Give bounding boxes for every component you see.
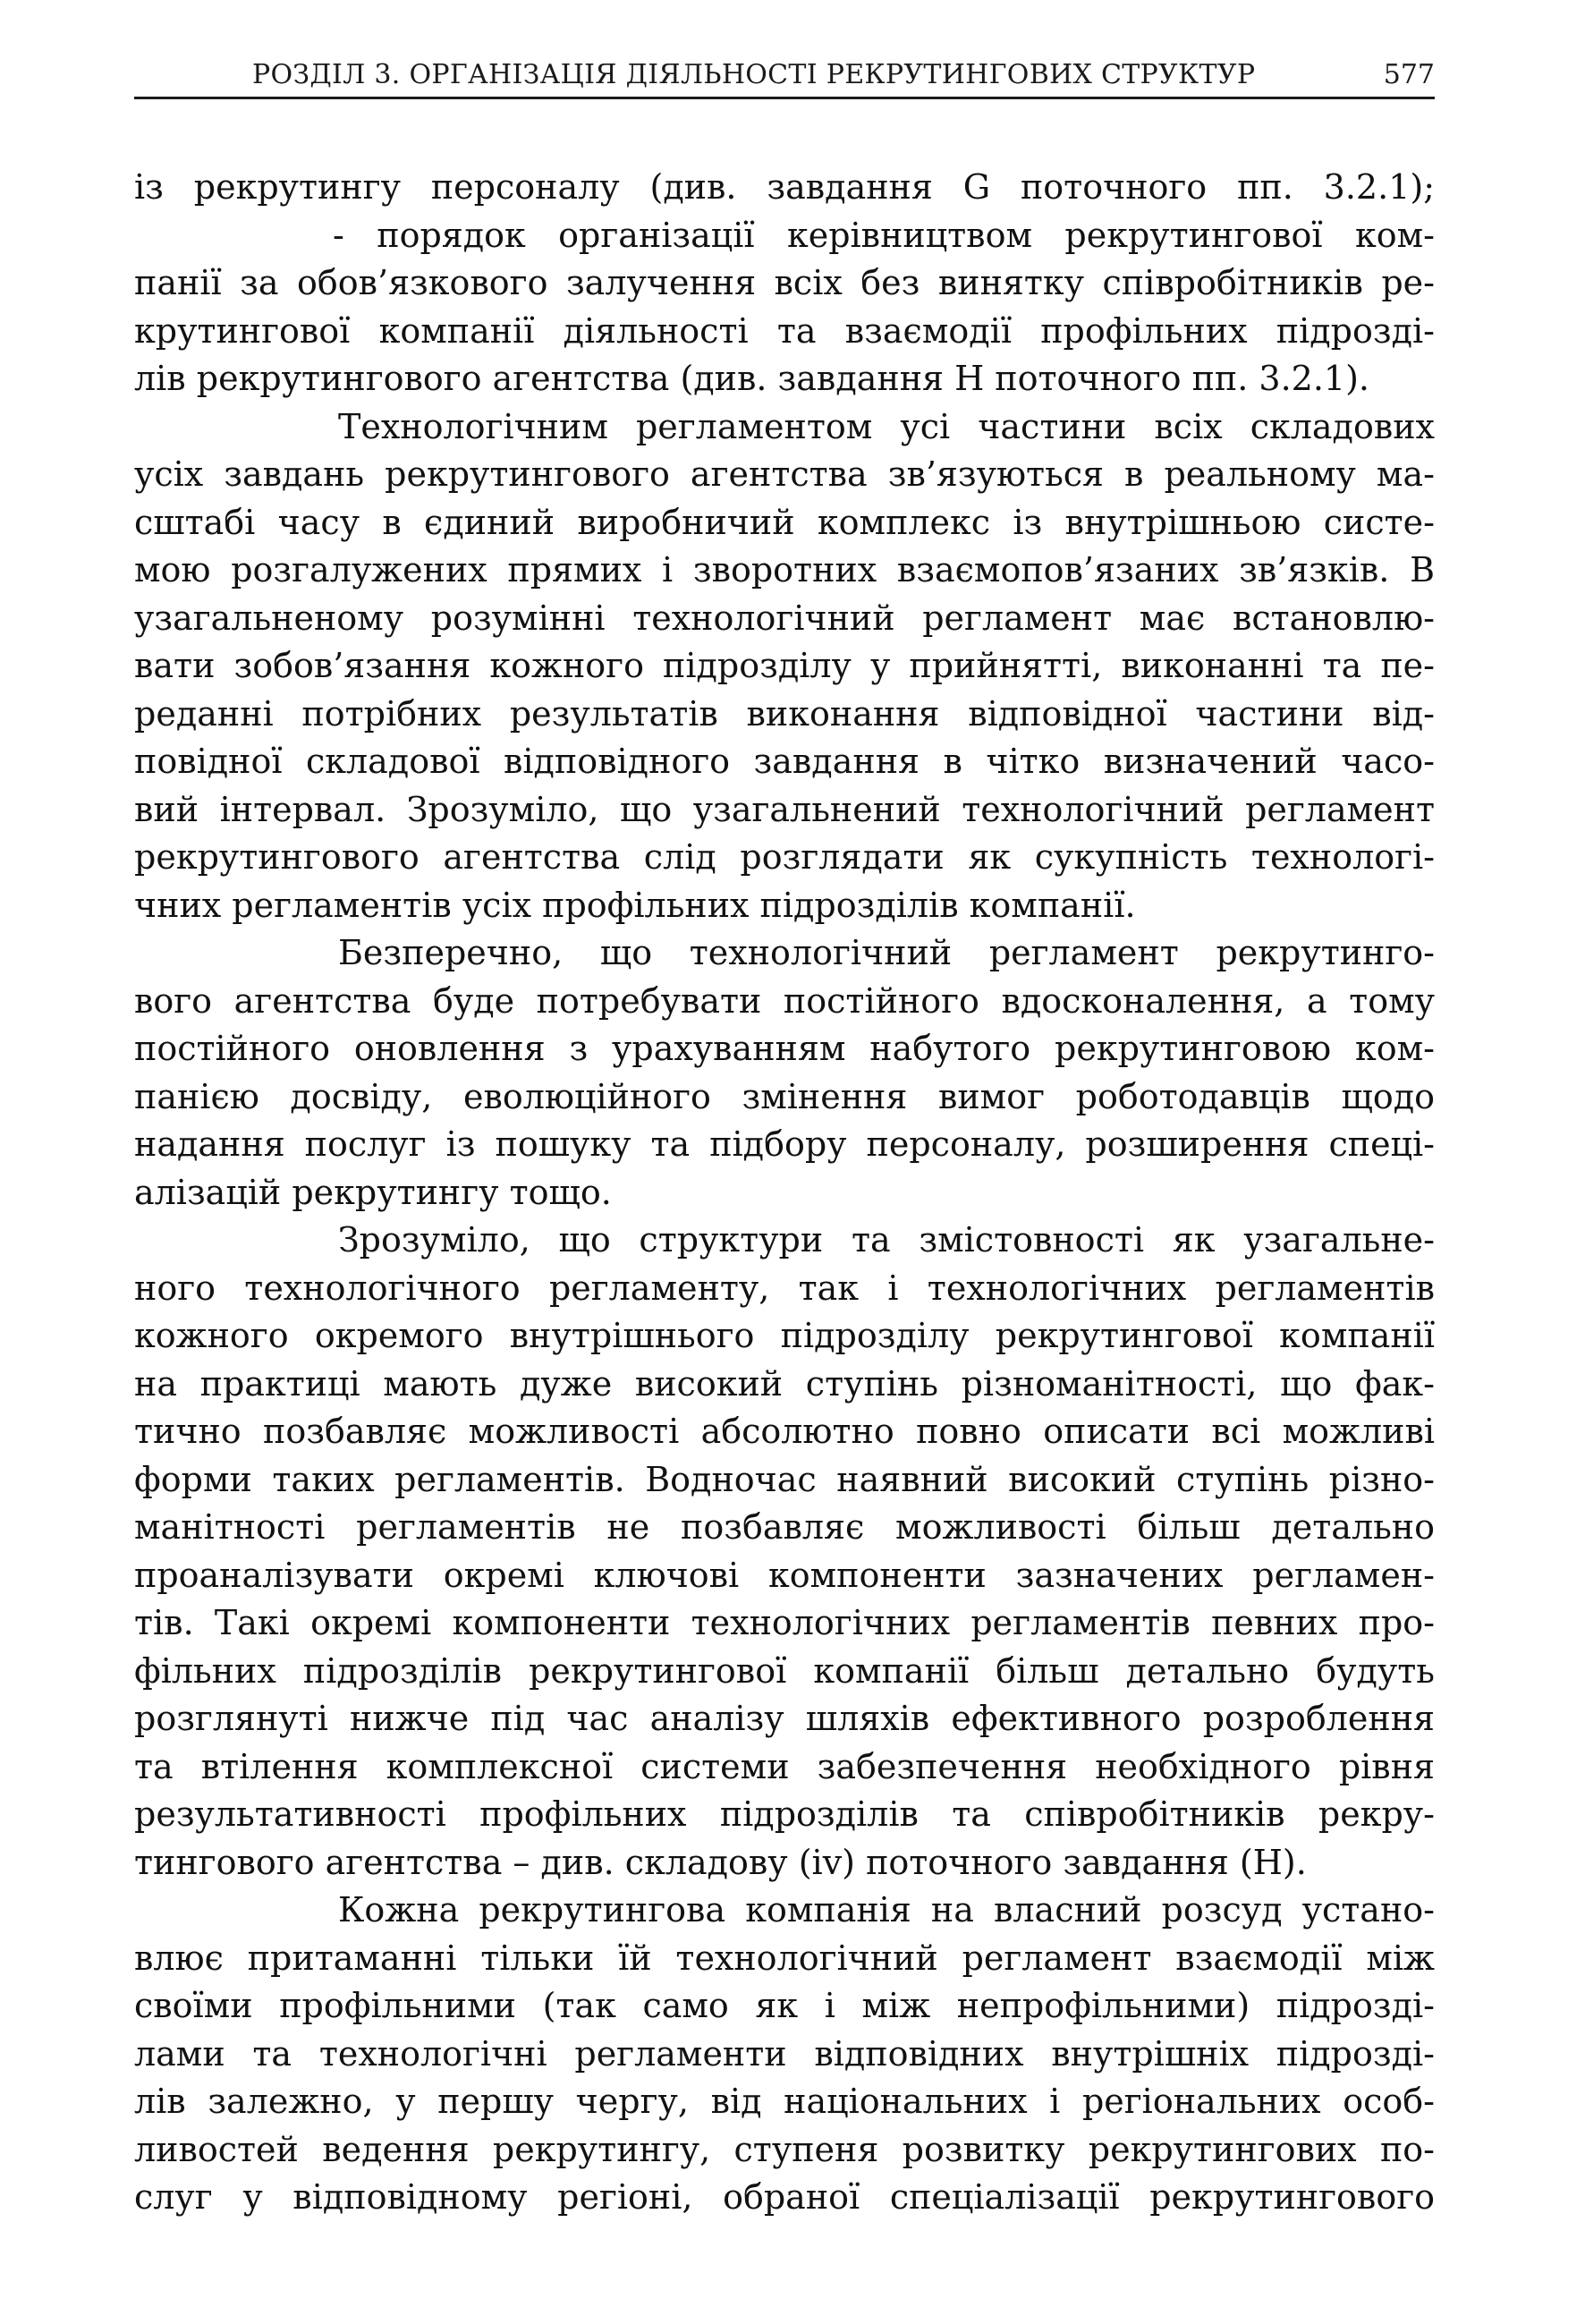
text-line: форми таких регламентів. Водночас наявний високий ступінь різно- bbox=[134, 1459, 1435, 1499]
text-line: вий інтервал. Зрозуміло, що узагальнений технологічний регламент bbox=[134, 789, 1435, 829]
text-line: усіх завдань рекрутингового агентства зв’язуються в реальному ма- bbox=[134, 454, 1435, 494]
page-number: 577 bbox=[1383, 59, 1435, 90]
text-line: ного технологічного регламенту, так і технологічних регламентів bbox=[134, 1268, 1435, 1308]
text-line: мою розгалужених прямих і зворотних взаємопов’язаних зв’язків. В bbox=[134, 550, 1435, 589]
text-line: рекрутингового агентства слід розглядати як сукупність технологі- bbox=[134, 837, 1435, 877]
paragraph-start-line: Зрозуміло, що структури та змістовності як узагальне- bbox=[338, 1220, 1435, 1260]
text-line: тично позбавляє можливості абсолютно повно описати всі можливі bbox=[134, 1412, 1435, 1451]
text-line: влює притаманні тільки їй технологічний регламент взаємодії між bbox=[134, 1938, 1435, 1978]
text-line: результативності профільних підрозділів та співробітників рекру- bbox=[134, 1794, 1435, 1834]
text-line: лів залежно, у першу чергу, від національних і регіональних особ- bbox=[134, 2082, 1435, 2121]
body-text bbox=[134, 164, 1435, 2222]
paragraph-start-line: Технологічним регламентом усі частини всіх складових bbox=[338, 406, 1435, 446]
text-line: надання послуг із пошуку та підбору персоналу, розширення спеці- bbox=[134, 1124, 1435, 1164]
paragraph-start-line: Кожна рекрутингова компанія на власний розсуд устано- bbox=[338, 1890, 1435, 1930]
text-line: своїми профільними (так само як і між непрофільними) підрозді- bbox=[134, 1986, 1435, 2025]
text-line: крутингової компанії діяльності та взаємодії профільних підрозді- bbox=[134, 310, 1435, 351]
text-line: реданні потрібних результатів виконання відповідної частини від- bbox=[134, 693, 1435, 734]
text-line: алізацій рекрутингу тощо. bbox=[134, 1172, 612, 1212]
text-line: чних регламентів усіх профільних підрозділів компанії. bbox=[134, 885, 1136, 925]
text-line: ливостей ведення рекрутингу, ступеня розвитку рекрутингових по- bbox=[134, 2129, 1435, 2169]
paragraph-start-line: Безперечно, що технологічний регламент рекрутинго- bbox=[338, 933, 1435, 972]
text-line: розглянуті нижче під час аналізу шляхів ефективного розроблення bbox=[134, 1699, 1435, 1738]
running-header bbox=[134, 52, 1435, 102]
text-line: лами та технологічні регламенти відповідних внутрішніх підрозді- bbox=[134, 2033, 1435, 2074]
text-line: кожного окремого внутрішнього підрозділу рекрутингової компанії bbox=[134, 1316, 1435, 1355]
text-line: узагальненому розумінні технологічний регламент має встановлю- bbox=[134, 598, 1435, 638]
text-line: тингового агентства – див. складову (iv) поточного завдання (H). bbox=[134, 1842, 1307, 1882]
text-line: та втілення комплексної системи забезпечення необхідного рівня bbox=[134, 1746, 1435, 1786]
text-line: вати зобов’язання кожного підрозділу у прийнятті, виконанні та пе- bbox=[134, 646, 1435, 685]
text-line: проаналізувати окремі ключові компоненти зазначених регламен- bbox=[134, 1555, 1435, 1595]
text-line: на практиці мають дуже високий ступінь різноманітності, що фак- bbox=[134, 1363, 1435, 1404]
text-line: повідної складової відповідного завдання в чітко визначений часо- bbox=[134, 742, 1435, 781]
text-line: вого агентства буде потребувати постійного вдосконалення, а тому bbox=[134, 980, 1435, 1021]
text-line: фільних підрозділів рекрутингової компанії більш детально будуть bbox=[134, 1650, 1435, 1691]
text-line: слуг у відповідному регіоні, обраної спеціалізації рекрутингового bbox=[134, 2177, 1435, 2217]
text-line: манітності регламентів не позбавляє можливості більш детально bbox=[134, 1507, 1435, 1547]
list-item-line: - порядок організації керівництвом рекрутингової ком- bbox=[333, 215, 1435, 255]
text-line: сштабі часу в єдиний виробничий комплекс із внутрішньою систе- bbox=[134, 502, 1435, 542]
chapter-title: РОЗДІЛ 3. ОРГАНІЗАЦІЯ ДІЯЛЬНОСТІ РЕКРУТИНГОВИХ СТРУКТУР bbox=[252, 59, 1256, 90]
text-line: панією досвіду, еволюційного змінення вимог роботодавців щодо bbox=[134, 1076, 1435, 1116]
text-line: тів. Такі окремі компоненти технологічних регламентів певних про- bbox=[134, 1603, 1435, 1642]
text-line: лів рекрутингового агентства (див. завдання H поточного пп. 3.2.1). bbox=[134, 359, 1370, 398]
header-divider bbox=[134, 97, 1435, 99]
text-line: із рекрутингу персоналу (див. завдання G поточного пп. 3.2.1); bbox=[134, 167, 1435, 207]
text-line: панії за обов’язкового залучення всіх без винятку співробітників ре- bbox=[134, 263, 1435, 302]
text-line: постійного оновлення з урахуванням набутого рекрутинговою ком- bbox=[134, 1029, 1435, 1068]
